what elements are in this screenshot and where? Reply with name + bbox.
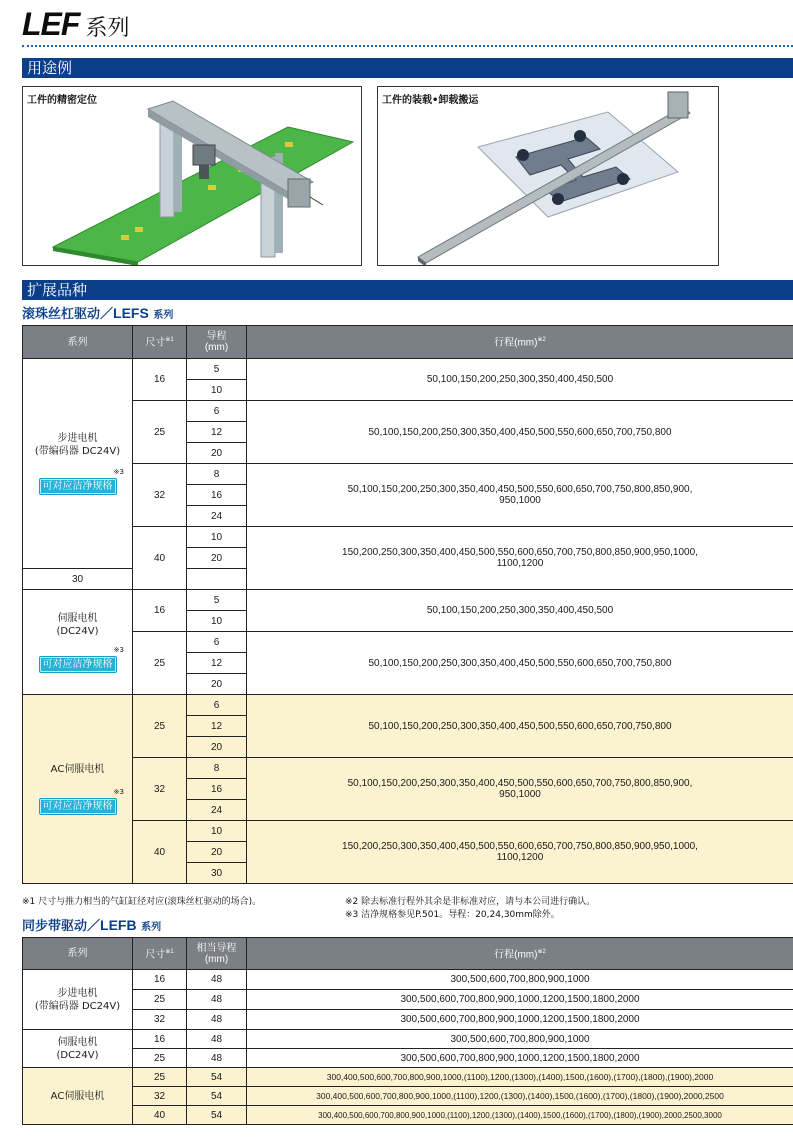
series-cell-servo (23, 590, 133, 695)
header-series: 系列 (23, 326, 133, 359)
table-row (23, 1106, 793, 1125)
lead-cell: 12 (187, 716, 247, 737)
header-lead (187, 938, 247, 970)
lead-cell: 48 (187, 970, 247, 990)
lead-cell: 24 (187, 800, 247, 821)
series-name: 步进电机 (57, 987, 98, 999)
header-lead-unit: (mm) (204, 342, 229, 353)
stroke-cell (247, 464, 793, 527)
lead-cell: 5 (187, 359, 247, 380)
page-title (22, 6, 129, 46)
title-series: 系列 (85, 16, 130, 41)
series-name: AC伺服电机 (50, 764, 105, 775)
clean-note-mark: ※3 (113, 788, 124, 796)
stroke-cell: 300,400,500,600,700,800,900,1000,(1100),1200,(1300),(1400),1500,(1600),(1700),(1800),(1900),2000,2500,3000 (247, 1106, 793, 1125)
stroke-line2: 950,1000 (499, 495, 541, 506)
lead-cell: 16 (187, 485, 247, 506)
size-cell: 32 (133, 464, 187, 527)
table-row (23, 970, 793, 990)
lefs-heading-cn: 滚珠丝杠驱动／ (22, 307, 114, 322)
lead-cell: 10 (187, 611, 247, 632)
lefs-heading (22, 303, 173, 322)
table-row (23, 1068, 793, 1087)
series-spec: (带编码器 DC24V) (34, 1000, 121, 1012)
header-stroke-mark: ※2 (537, 948, 546, 955)
size-cell: 25 (133, 401, 187, 464)
stroke-line2: 1100,1200 (496, 852, 544, 863)
table-row (23, 758, 793, 779)
title-divider (22, 45, 793, 47)
application-caption: 工件的装载•卸载搬运 (382, 95, 479, 106)
lead-cell: 48 (187, 990, 247, 1010)
lead-cell: 6 (187, 632, 247, 653)
size-cell: 16 (133, 970, 187, 990)
stroke-line2: 950,1000 (499, 789, 541, 800)
size-cell: 25 (133, 695, 187, 758)
lead-cell: 54 (187, 1087, 247, 1106)
size-cell: 25 (133, 1068, 187, 1087)
table-header-row (23, 938, 793, 970)
lead-cell: 10 (187, 527, 247, 548)
table-row (23, 821, 793, 842)
lead-cell: 10 (187, 821, 247, 842)
lead-cell: 54 (187, 1106, 247, 1125)
note-2: ※2 除去标准行程外其余是非标准对应，请与本公司进行确认。 (345, 897, 596, 907)
stroke-cell: 50,100,150,200,250,300,350,400,450,500,550,600,650,700,750,800 (247, 632, 793, 695)
stroke-cell (247, 821, 793, 884)
table-row (23, 1049, 793, 1068)
clean-note-mark: ※3 (113, 468, 124, 476)
clean-note-mark: ※3 (113, 645, 124, 654)
lead-cell: 5 (187, 590, 247, 611)
header-stroke (247, 326, 793, 359)
lefb-table (22, 937, 793, 1125)
series-name: 伺服电机 (57, 612, 98, 624)
stroke-cell (247, 758, 793, 821)
clean-badge: 可对应洁净规格 (39, 478, 117, 495)
lefb-heading-model: LEFB (100, 917, 137, 933)
lefs-heading-suffix: 系列 (153, 310, 174, 321)
lead-cell: 8 (187, 464, 247, 485)
application-image-positioning (22, 86, 362, 266)
header-size-mark: ※1 (165, 337, 174, 344)
stroke-cell (247, 527, 793, 590)
clean-badge: 可对应洁净规格 (39, 656, 117, 673)
size-cell: 25 (133, 1049, 187, 1068)
series-cell-stepper (23, 359, 133, 569)
header-lead-label: 导程 (206, 331, 227, 342)
size-cell: 40 (133, 527, 187, 590)
table-row (23, 990, 793, 1010)
table-row (23, 632, 793, 653)
applications-section-bar: 用途例 (22, 58, 793, 78)
series-cell-servo (23, 1030, 133, 1068)
series-spec: (带编码器 DC24V) (34, 446, 121, 457)
series-spec: (DC24V) (56, 625, 99, 637)
lead-cell: 8 (187, 758, 247, 779)
header-stroke-label: 行程(mm) (494, 949, 538, 961)
stroke-cell: 300,500,600,700,800,900,1000 (247, 1030, 793, 1049)
lead-cell: 12 (187, 422, 247, 443)
lead-cell: 48 (187, 1030, 247, 1049)
stroke-cell: 50,100,150,200,250,300,350,400,450,500,550,600,650,700,750,800 (247, 401, 793, 464)
note-1: ※1 尺寸与推力相当的气缸缸径对应(滚珠丝杠驱动的场合)。 (22, 897, 262, 907)
table-row (23, 590, 793, 611)
application-caption: 工件的精密定位 (27, 95, 97, 106)
table-row (23, 1010, 793, 1030)
clean-badge: 可对应洁净规格 (39, 798, 117, 815)
stroke-line1: 50,100,150,200,250,300,350,400,450,500,550,600,650,700,750,800,850,900, (347, 778, 693, 789)
table-row (23, 401, 793, 422)
stroke-cell: 300,500,600,700,800,900,1000,1200,1500,1800,2000 (247, 1049, 793, 1068)
size-cell: 25 (133, 632, 187, 695)
series-cell-ac-servo (23, 1068, 133, 1125)
stroke-cell: 300,500,600,700,800,900,1000,1200,1500,1800,2000 (247, 990, 793, 1010)
lefs-heading-model: LEFS (113, 305, 149, 321)
stroke-line1: 150,200,250,300,350,400,450,500,550,600,650,700,750,800,850,900,950,1000, (342, 841, 698, 852)
size-cell: 16 (133, 590, 187, 632)
stroke-cell: 50,100,150,200,250,300,350,400,450,500 (247, 590, 793, 632)
lead-cell: 24 (187, 506, 247, 527)
lead-cell: 16 (187, 779, 247, 800)
lead-cell: 6 (187, 401, 247, 422)
stroke-line1: 50,100,150,200,250,300,350,400,450,500,550,600,650,700,750,800,850,900, (347, 484, 693, 495)
lefb-heading (22, 915, 161, 934)
variants-section-bar: 扩展品种 (22, 280, 793, 300)
header-size-label: 尺寸 (145, 337, 166, 349)
application-image-loading (377, 86, 719, 266)
lefb-heading-cn: 同步带驱动／ (22, 919, 101, 934)
lead-cell: 20 (187, 842, 247, 863)
precision-positioning-illustration (23, 87, 361, 265)
table-row (23, 695, 793, 716)
lead-cell: 6 (187, 695, 247, 716)
stroke-cell: 300,400,500,600,700,800,900,1000,(1100),1200,(1300),(1400),1500,(1600),(1700),(1800),(1900),2000,2500 (247, 1087, 793, 1106)
header-lead (187, 326, 247, 359)
series-name: AC伺服电机 (50, 1090, 105, 1102)
lead-cell: 20 (187, 674, 247, 695)
series-spec: (DC24V) (56, 1049, 99, 1061)
lefs-table (22, 325, 793, 884)
header-size (133, 326, 187, 359)
header-stroke-mark: ※2 (537, 337, 546, 344)
table-row (23, 464, 793, 485)
stroke-cell: 300,400,500,600,700,800,900,1000,(1100),1200,(1300),(1400),1500,(1600),(1700),(1800),(1900),2000 (247, 1068, 793, 1087)
lead-cell: 20 (187, 737, 247, 758)
loading-unloading-illustration (378, 87, 718, 265)
stroke-cell: 300,500,600,700,800,900,1000 (247, 970, 793, 990)
series-name: 步进电机 (57, 433, 98, 444)
lead-cell: 20 (187, 443, 247, 464)
size-cell: 32 (133, 758, 187, 821)
header-size (133, 938, 187, 970)
size-cell: 32 (133, 1087, 187, 1106)
stroke-cell: 50,100,150,200,250,300,350,400,450,500 (247, 359, 793, 401)
table-row (23, 1087, 793, 1106)
stroke-cell: 300,500,600,700,800,900,1000,1200,1500,1800,2000 (247, 1010, 793, 1030)
table-row (23, 359, 793, 380)
title-model: LEF (22, 6, 80, 42)
stroke-cell: 50,100,150,200,250,300,350,400,450,500,550,600,650,700,750,800 (247, 695, 793, 758)
lead-cell: 48 (187, 1010, 247, 1030)
size-cell: 16 (133, 359, 187, 401)
lead-cell: 30 (23, 569, 133, 590)
table-row (23, 1030, 793, 1049)
stroke-line2: 1100,1200 (496, 558, 544, 569)
table-header-row (23, 326, 793, 359)
lead-cell: 20 (187, 548, 247, 569)
stroke-line1: 150,200,250,300,350,400,450,500,550,600,650,700,750,800,850,900,950,1000, (342, 547, 698, 558)
size-cell: 16 (133, 1030, 187, 1049)
lead-cell: 10 (187, 380, 247, 401)
table-row (23, 527, 793, 548)
lead-cell: 54 (187, 1068, 247, 1087)
size-cell: 32 (133, 1010, 187, 1030)
series-name: 伺服电机 (57, 1036, 98, 1048)
lead-cell: 12 (187, 653, 247, 674)
lead-cell: 30 (187, 863, 247, 884)
size-cell: 40 (133, 821, 187, 884)
header-stroke-label: 行程(mm) (494, 337, 538, 349)
header-stroke (247, 938, 793, 970)
size-cell: 25 (133, 990, 187, 1010)
lefb-heading-suffix: 系列 (141, 922, 162, 933)
size-cell: 40 (133, 1106, 187, 1125)
series-cell-stepper (23, 970, 133, 1030)
header-lead-label: 相当导程 (196, 942, 237, 954)
note-3: ※3 洁净规格参见P.501。导程：20,24,30mm除外。 (345, 910, 560, 920)
header-series: 系列 (23, 938, 133, 970)
lead-cell: 48 (187, 1049, 247, 1068)
header-size-mark: ※1 (165, 948, 174, 955)
header-size-label: 尺寸 (145, 949, 166, 961)
series-cell-ac-servo (23, 695, 133, 884)
header-lead-unit: (mm) (204, 953, 229, 965)
